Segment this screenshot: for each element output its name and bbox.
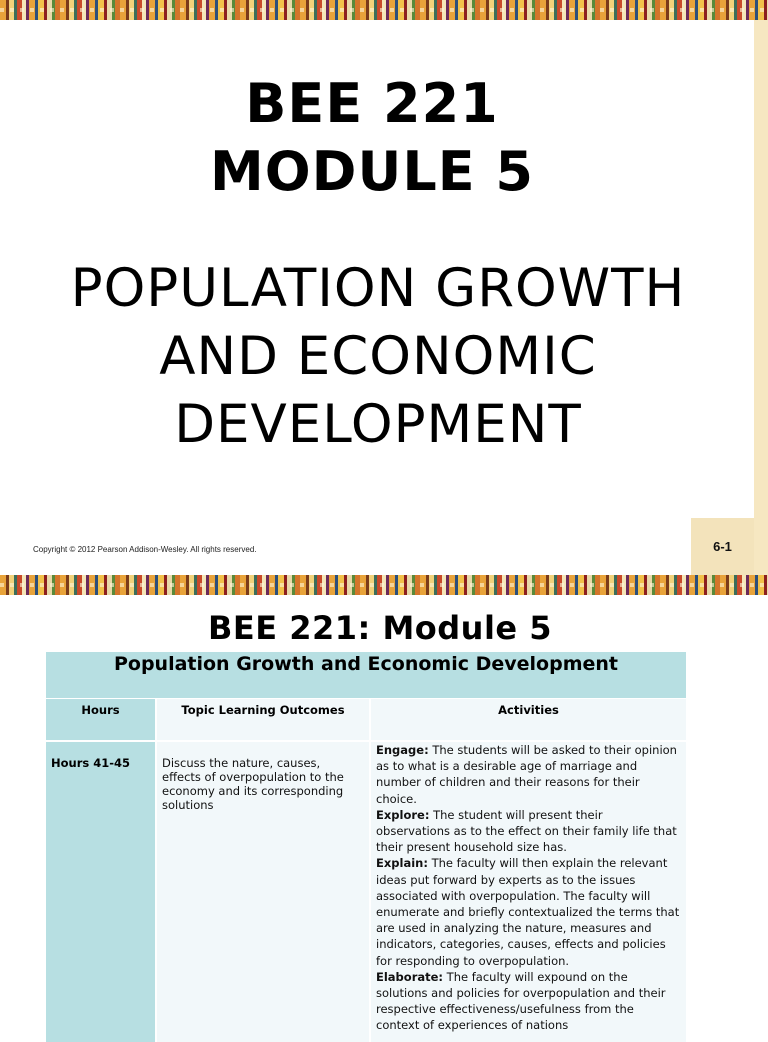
- activity-text: The student will present their observations as to the effect on their family life that their present household size has.: [376, 807, 677, 855]
- bottom-decorative-border: [0, 575, 768, 595]
- activity-text: The faculty will then explain the relevant ideas put forward by experts as to the issues associated with overpopulation. The faculty will enumerate and briefly contextualized the terms that are used in analyzing the nature, measures and indicators, categories, causes, effects and policies for responding to overpopulation.: [376, 856, 680, 968]
- activity-label: Explore:: [376, 807, 430, 822]
- copyright-notice: Copyright © 2012 Pearson Addison-Wesley. All rights reserved.: [33, 545, 257, 554]
- activity-text: The faculty will expound on the solutions and policies for overpopulation and their respective effectiveness/usefulness from the context of experiences of nations: [376, 969, 666, 1033]
- module-table-slide: [0, 595, 768, 1033]
- activity-label: Engage:: [376, 743, 429, 757]
- slide-title-line2: MODULE 5: [210, 140, 534, 203]
- slide-subtitle-line3: DEVELOPMENT: [174, 394, 582, 455]
- page-number: 6-1: [691, 518, 754, 575]
- activity-explain: [376, 855, 680, 968]
- cell-activities: [369, 742, 686, 1042]
- right-decorative-strip: [754, 20, 768, 575]
- slide-title-line1: BEE 221: [245, 72, 499, 135]
- table-caption: Population Growth and Economic Development: [46, 652, 686, 698]
- activity-label: Explain:: [376, 856, 428, 871]
- activity-engage: [376, 742, 680, 807]
- header-hours: Hours: [46, 698, 155, 740]
- learning-plan-table: [46, 652, 686, 1042]
- header-activities: Activities: [369, 698, 686, 740]
- cell-hours: Hours 41-45: [46, 742, 155, 1042]
- activity-label: Elaborate:: [376, 969, 444, 984]
- cell-outcome: Discuss the nature, causes, effects of overpopulation to the economy and its corresponding solutions: [155, 742, 369, 1042]
- slide-subtitle-line2: AND ECONOMIC: [159, 326, 597, 387]
- activity-explore: [376, 807, 680, 856]
- slide-subtitle-line1: POPULATION GROWTH: [70, 258, 686, 319]
- slide2-title: BEE 221: Module 5: [207, 609, 553, 647]
- top-decorative-border: [0, 0, 768, 20]
- header-topic-learning-outcomes: Topic Learning Outcomes: [155, 698, 369, 740]
- table-header-row: [46, 698, 686, 740]
- activity-text: The students will be asked to their opinion as to what is a desirable age of marriage and number of children and their reasons for their choice.: [376, 743, 677, 806]
- table-row: [46, 740, 686, 1042]
